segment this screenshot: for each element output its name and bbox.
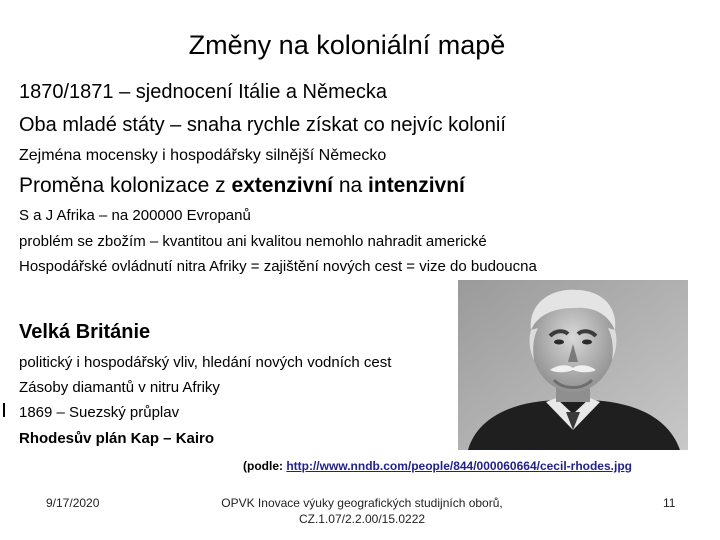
text-line-goods-problem: problém se zbožím – kvantitou ani kvalitou nemohlo nahradit americké (19, 233, 487, 250)
colonization-extensive: extenzivní (231, 174, 333, 197)
footer-date: 9/17/2020 (46, 496, 100, 510)
colonization-mid: na (333, 174, 369, 197)
text-line-diamonds: Zásoby diamantů v nitru Afriky (19, 379, 220, 396)
text-line-rhodes-plan: Rhodesův plán Kap – Kairo (19, 430, 215, 447)
text-line-africa-europeans: S a J Afrika – na 200000 Evropanů (19, 207, 251, 224)
edge-marker (3, 403, 5, 417)
credit-link[interactable]: http://www.nndb.com/people/844/000060664/cecil-rhodes.jpg (286, 459, 632, 473)
footer-project: OPVK Inovace výuky geografických studijních oborů, CZ.1.07/2.2.00/15.0222 (221, 496, 503, 526)
slide-title: Změny na koloniální mapě (188, 30, 506, 60)
text-line-young-states: Oba mladé státy – snaha rychle získat co nejvíc kolonií (19, 114, 506, 136)
text-line-unification: 1870/1871 – sjednocení Itálie a Německa (19, 81, 388, 103)
text-line-suez: 1869 – Suezský průplav (19, 404, 180, 421)
text-line-political-influence: politický i hospodářský vliv, hledání nových vodních cest (19, 354, 392, 371)
text-line-colonization-change (19, 174, 465, 198)
text-line-economic-control: Hospodářské ovládnutí nitra Afriky = zajištění nových cest = vize do budoucna (19, 258, 537, 275)
portrait-photo-icon (458, 280, 688, 450)
image-credit (243, 458, 632, 474)
colonization-prefix: Proměna kolonizace z (19, 174, 232, 197)
colonization-intensive: intenzivní (368, 174, 465, 197)
footer-page-number: 11 (663, 496, 676, 510)
text-line-great-britain: Velká Británie (19, 321, 151, 343)
text-line-germany: Zejména mocensky i hospodářsky silnější Německo (19, 147, 387, 164)
credit-prefix: (podle: (243, 459, 287, 473)
